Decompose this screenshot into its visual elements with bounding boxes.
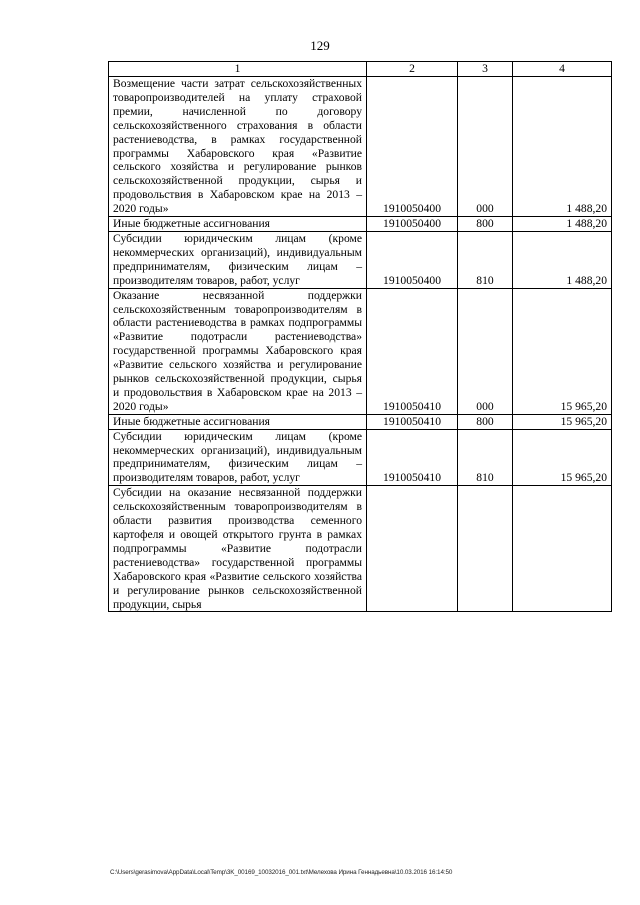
row-type: 800	[458, 414, 513, 429]
row-name: Оказание несвязанной поддержки сельскохозяйственным товаропроизводителям в области растениеводства в рамках подпрограммы «Развитие подотрасли растениеводства» государственной программы Хабаровского края «Развитие сельского хозяйства и регулирование рынков сельскохозяйственной продукции, сырья и продовольствия в Хабаровском крае на 2013 – 2020 годы»	[109, 288, 367, 414]
row-name: Иные бюджетные ассигнования	[109, 414, 367, 429]
row-code: 1910050410	[367, 288, 458, 414]
row-amount: 1 488,20	[513, 231, 612, 288]
table-row	[109, 231, 612, 288]
header-col-1: 1	[109, 62, 367, 77]
header-col-3: 3	[458, 62, 513, 77]
row-type: 810	[458, 231, 513, 288]
row-code: 1910050400	[367, 231, 458, 288]
row-type: 000	[458, 288, 513, 414]
table-row	[109, 77, 612, 217]
table-row	[109, 429, 612, 486]
row-amount: 1 488,20	[513, 77, 612, 217]
row-name: Иные бюджетные ассигнования	[109, 217, 367, 232]
row-amount: 1 488,20	[513, 217, 612, 232]
row-type	[458, 486, 513, 612]
row-code: 1910050400	[367, 77, 458, 217]
row-name: Субсидии на оказание несвязанной поддержки сельскохозяйственным товаропроизводителям в области развития производства семенного картофеля и овощей открытого грунта в рамках подпрограммы «Развитие подотрасли растениеводства» государственной программы Хабаровского края «Развитие сельского хозяйства и регулирование рынков сельскохозяйственной продукции, сырья	[109, 486, 367, 612]
table-header-row	[109, 62, 612, 77]
row-name: Субсидии юридическим лицам (кроме некоммерческих организаций), индивидуальным предпринимателям, физическим лицам – производителям товаров, работ, услуг	[109, 231, 367, 288]
row-type: 800	[458, 217, 513, 232]
table-row	[109, 486, 612, 612]
header-col-2: 2	[367, 62, 458, 77]
header-col-4: 4	[513, 62, 612, 77]
row-type: 810	[458, 429, 513, 486]
row-amount: 15 965,20	[513, 288, 612, 414]
row-type: 000	[458, 77, 513, 217]
row-name: Возмещение части затрат сельскохозяйственных товаропроизводителей на уплату страховой премии, начисленной по договору сельскохозяйственного страхования в области растениеводства, в рамках государственной программы Хабаровского края «Развитие сельского хозяйства и регулирование рынков сельскохозяйственной продукции, сырья и продовольствия в Хабаровском крае на 2013 – 2020 годы»	[109, 77, 367, 217]
row-amount: 15 965,20	[513, 429, 612, 486]
table-row	[109, 414, 612, 429]
table-row	[109, 217, 612, 232]
row-code: 1910050410	[367, 429, 458, 486]
row-name: Субсидии юридическим лицам (кроме некоммерческих организаций), индивидуальным предпринимателям, физическим лицам – производителям товаров, работ, услуг	[109, 429, 367, 486]
row-amount: 15 965,20	[513, 414, 612, 429]
table-row	[109, 288, 612, 414]
file-path-footer: C:\Users\gerasimova\AppData\Local\Temp\3K_00169_10032016_001.txt\Мелехова Ирина Геннадьевна\10.03.2016 16:14:50	[110, 869, 453, 876]
row-code	[367, 486, 458, 612]
budget-table	[108, 61, 612, 612]
row-amount	[513, 486, 612, 612]
row-code: 1910050410	[367, 414, 458, 429]
page-number: 129	[310, 38, 330, 53]
row-code: 1910050400	[367, 217, 458, 232]
